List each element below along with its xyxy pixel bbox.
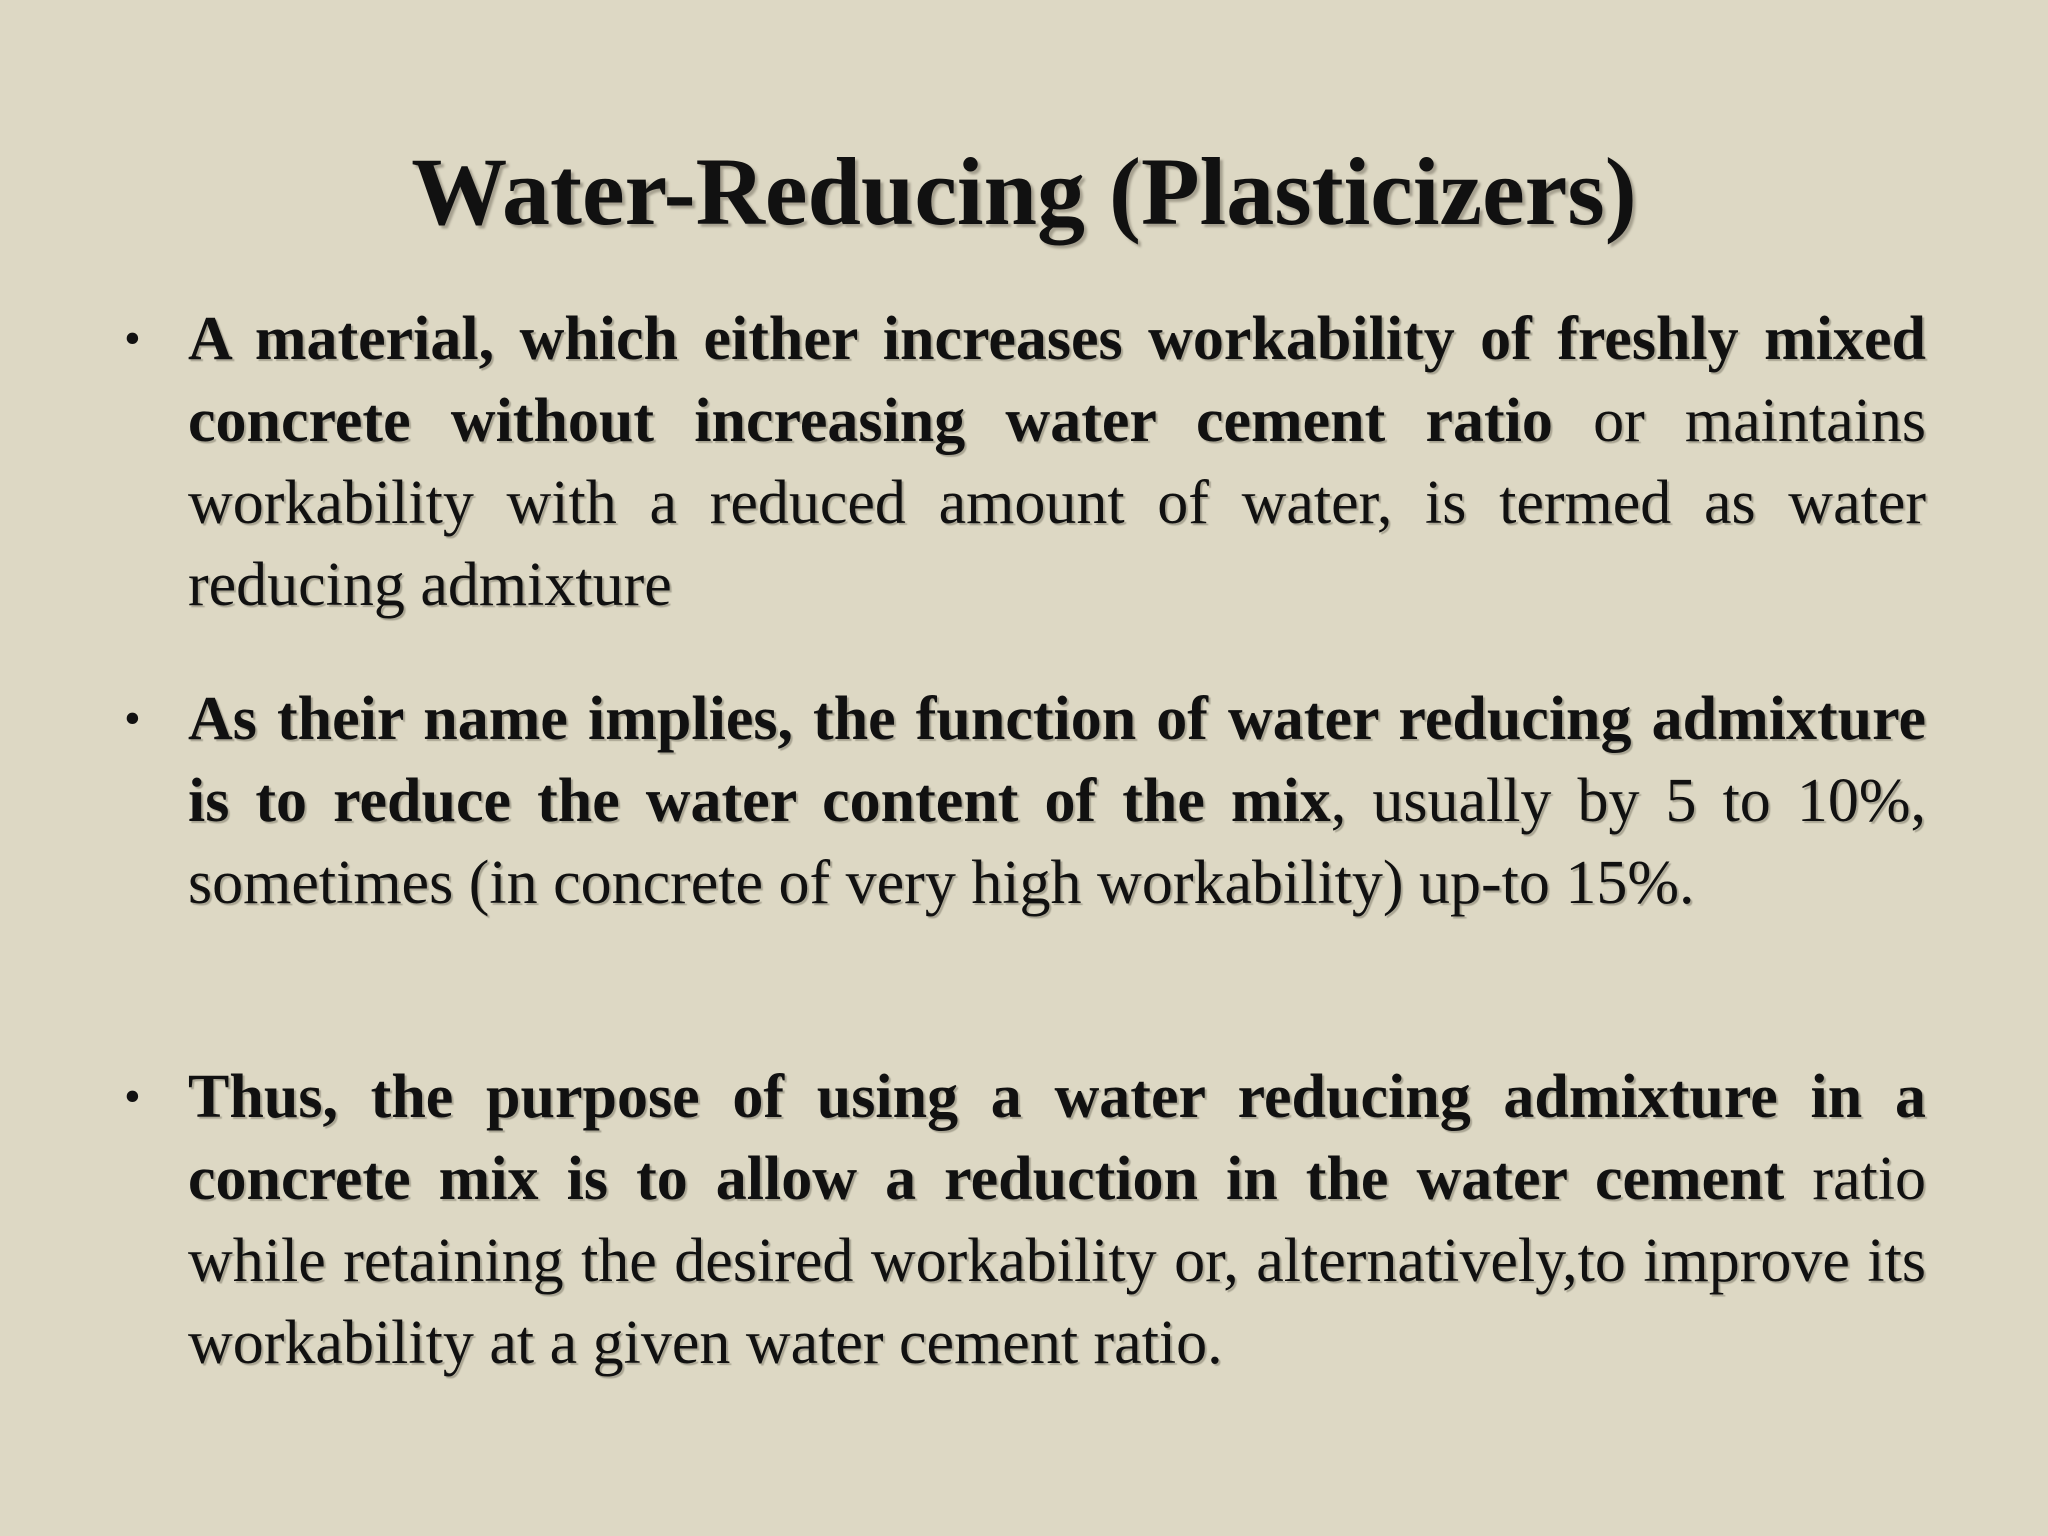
bullet-bold-text: As their name implies, the function of water reducing admixture is to reduce the water content of the mix: [188, 685, 1926, 835]
bullet-regular-text: or maintains workability with a reduced amount of water, is termed as water reducing admixture: [188, 387, 1926, 619]
bullet-text: [188, 1056, 1926, 1384]
bullet-regular-text: ratio while retaining the desired workability or, alternatively,to improve its workability at a given water cement ratio.: [188, 1145, 1926, 1377]
slide-title: Water-Reducing (Plasticizers): [411, 138, 1637, 245]
bullet-bold-text: Thus, the purpose of using a water reducing admixture in a concrete mix is to allow a reduction in the water cement: [188, 1063, 1926, 1213]
bullet-dot-icon: •: [124, 312, 141, 365]
bullet-regular-text: , usually by 5 to 10%, sometimes (in concrete of very high workability) up-to 15%.: [188, 767, 1926, 917]
bullet-dot-icon: •: [124, 692, 141, 745]
bullet-bold-text: A material, which either increases workability of freshly mixed concrete without increasing water cement ratio: [188, 305, 1926, 455]
bullet-text: [188, 678, 1926, 924]
bullet-dot-icon: •: [124, 1070, 141, 1123]
bullet-text: [188, 298, 1926, 626]
